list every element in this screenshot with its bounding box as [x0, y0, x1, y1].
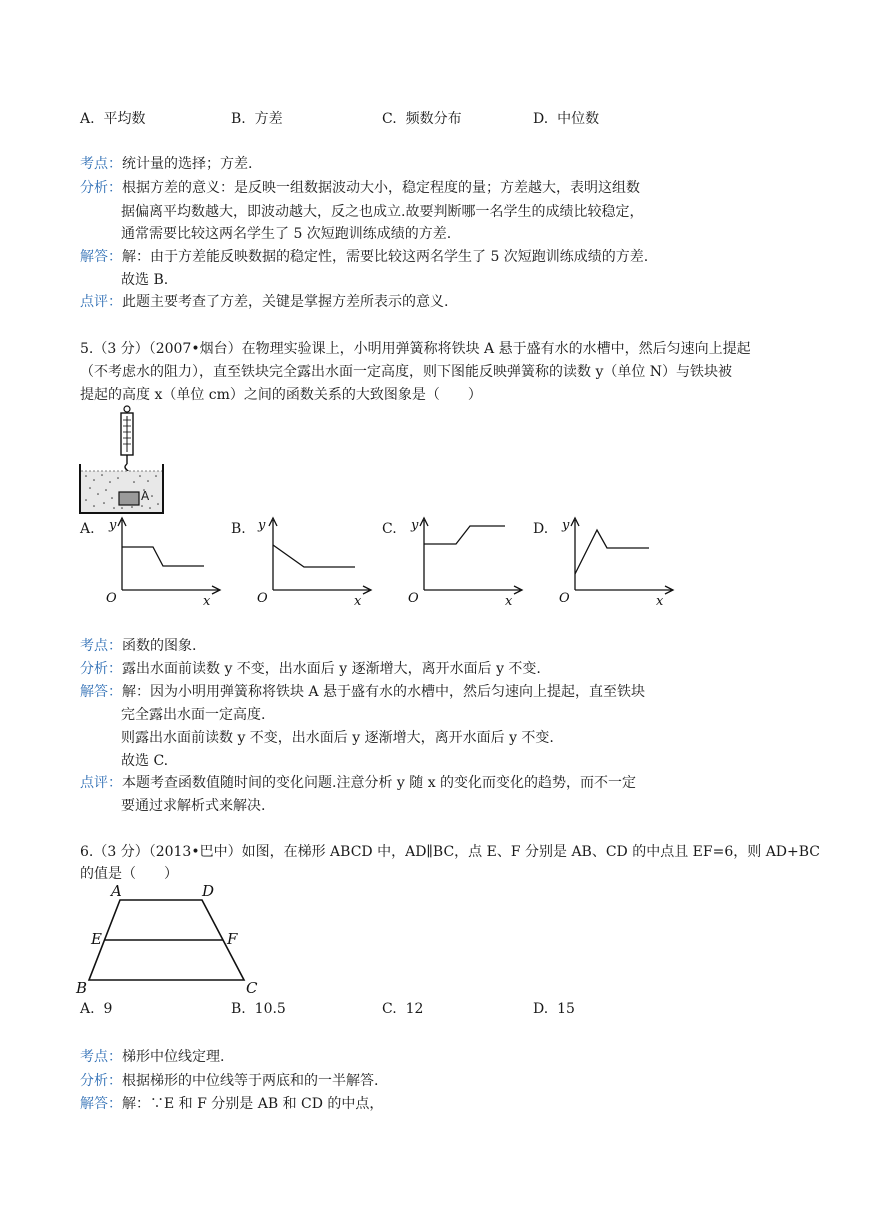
q6-option-d: D. 15 [533, 1001, 575, 1017]
vertex-b-label: B [76, 979, 88, 997]
q4-dianping: 点评：此题主要考查了方差，关键是掌握方差所表示的意义. [80, 294, 449, 310]
q4-option-c: C. 频数分布 [382, 111, 462, 127]
q4-fenxi: 分析：根据方差的意义：是反映一组数据波动大小，稳定程度的量；方差越大，表明这组数 [80, 180, 640, 196]
q4-fenxi-line3: 通常需要比较这两名学生了 5 次短跑训练成绩的方差. [121, 226, 452, 242]
q6-option-c: C. 12 [382, 1001, 424, 1017]
q4-option-a: A. 平均数 [80, 111, 146, 127]
q6-stem-line1: 6.（3 分）（2013•巴中）如图，在梯形 ABCD 中，AD∥BC，点 E、F 分别是 AB、CD 的中点且 EF=6，则 AD+BC [80, 844, 821, 860]
q5-stem-line1: 5.（3 分）（2007•烟台）在物理实验课上，小明用弹簧称将铁块 A 悬于盛有水的水槽中，然后匀速向上提起 [80, 341, 751, 357]
q5-graph-c-origin: O [408, 591, 419, 606]
q5-kaodian: 考点：函数的图象. [80, 638, 197, 654]
q5-graph-a-y-label: y [109, 518, 117, 533]
q5-fenxi: 分析：露出水面前读数 y 不变，出水面后 y 逐渐增大，离开水面后 y 不变. [80, 661, 541, 677]
q5-graph-d-origin: O [559, 591, 570, 606]
q6-kaodian: 考点：梯形中位线定理. [80, 1049, 225, 1065]
q4-jieda-line2: 故选 B. [121, 272, 169, 288]
q5-graph-c-y-label: y [411, 518, 419, 533]
q5-stem-line2: （不考虑水的阻力），直至铁块完全露出水面一定高度，则下图能反映弹簧称的读数 y（单位 N）与铁块被 [80, 364, 733, 380]
q5-graph-b-x-label: x [354, 594, 362, 609]
q5-jieda-line2: 完全露出水面一定高度. [121, 707, 266, 723]
vertex-d-label: D [202, 882, 215, 900]
q5-graph-b-y-label: y [258, 518, 266, 533]
q4-jieda: 解答：解：由于方差能反映数据的稳定性，需要比较这两名学生了 5 次短跑训练成绩的方差. [80, 249, 649, 265]
q5-graph-b-origin: O [257, 591, 268, 606]
q5-option-b: B. [231, 521, 246, 537]
q5-option-c: C. [382, 521, 397, 537]
q5-graph-c [402, 512, 532, 607]
q5-option-a: A. [80, 521, 95, 537]
q4-kaodian: 考点：统计量的选择；方差. [80, 156, 253, 172]
q5-stem-line3: 提起的高度 x（单位 cm）之间的函数关系的大致图象是（ ） [80, 387, 482, 403]
q5-graph-d [553, 512, 683, 607]
q5-graph-d-x-label: x [656, 594, 664, 609]
q5-jieda-line4: 故选 C. [121, 753, 169, 769]
point-f-label: F [227, 930, 238, 948]
q5-graph-a-origin: O [106, 591, 117, 606]
q5-dianping-line2: 要通过求解析式来解决. [121, 798, 266, 814]
spring-scale-figure [78, 406, 168, 516]
q5-graph-b [251, 512, 381, 607]
q6-stem-line2: 的值是（ ） [80, 866, 178, 882]
q4-option-d: D. 中位数 [533, 111, 600, 127]
q5-dianping: 点评：本题考查函数值随时间的变化问题.注意分析 y 随 x 的变化而变化的趋势，而不一定 [80, 775, 637, 791]
trapezoid-figure [76, 882, 266, 997]
point-e-label: E [91, 930, 102, 948]
vertex-a-label: A [111, 882, 122, 900]
q4-fenxi-line2: 据偏离平均数越大，即波动越大，反之也成立.故要判断哪一名学生的成绩比较稳定， [121, 204, 644, 220]
q4-option-b: B. 方差 [231, 111, 283, 127]
q6-option-b: B. 10.5 [231, 1001, 286, 1017]
q6-fenxi: 分析：根据梯形的中位线等于两底和的一半解答. [80, 1073, 379, 1089]
figure-block-label: A [141, 489, 150, 503]
q6-jieda: 解答：解：∵E 和 F 分别是 AB 和 CD 的中点， [80, 1096, 384, 1112]
q5-graph-d-y-label: y [562, 518, 570, 533]
vertex-c-label: C [246, 979, 258, 997]
q5-jieda-line3: 则露出水面前读数 y 不变，出水面后 y 逐渐增大，离开水面后 y 不变. [121, 730, 554, 746]
q5-graph-a-x-label: x [203, 594, 211, 609]
q5-graph-a [100, 512, 230, 607]
q6-option-a: A. 9 [80, 1001, 113, 1017]
q5-option-d: D. [533, 521, 549, 537]
q5-jieda: 解答：解：因为小明用弹簧称将铁块 A 悬于盛有水的水槽中，然后匀速向上提起，直至铁块 [80, 684, 646, 700]
q5-graph-c-x-label: x [505, 594, 513, 609]
